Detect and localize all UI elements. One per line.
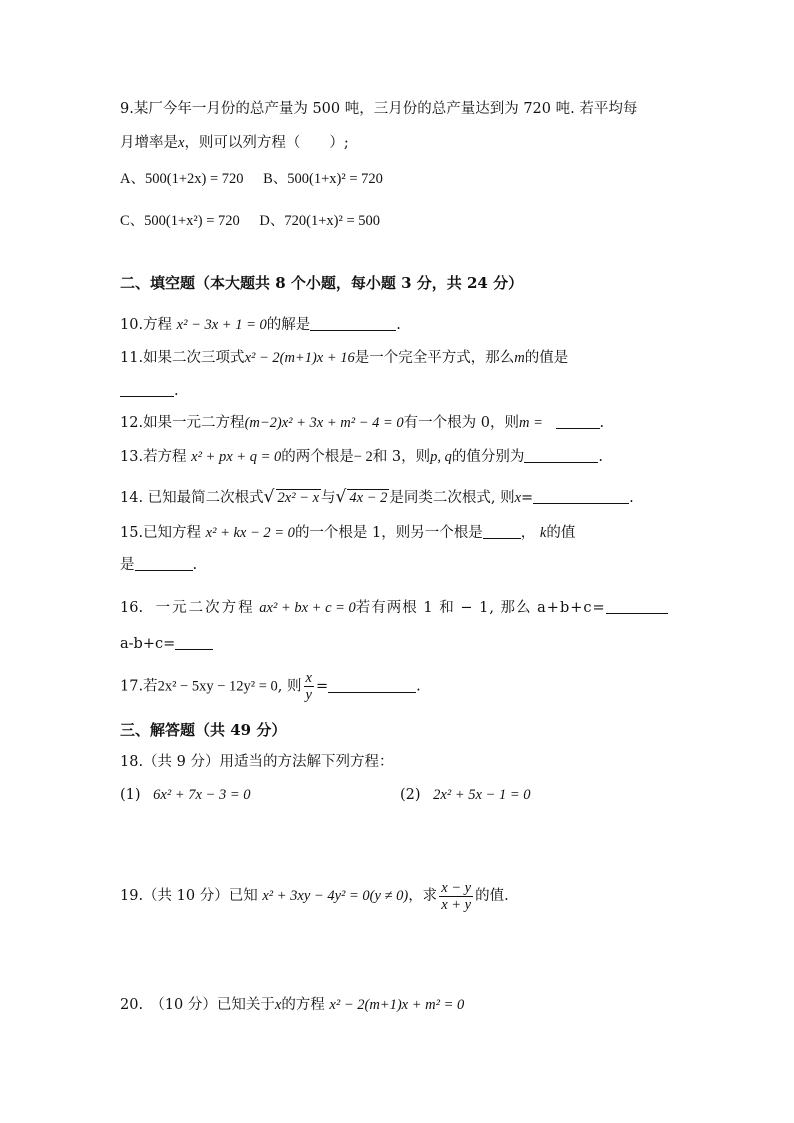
q16-pre: 一元二次方程 (155, 600, 255, 616)
q17-frac-den: y (305, 687, 312, 703)
q17-num: 17. (120, 678, 144, 695)
q11-pre: 如果二次三项式 (143, 350, 245, 366)
q9-text-c: ，则可以列方程（ ）; (184, 135, 349, 151)
q13-expr: x² + px + q = 0 (191, 449, 282, 465)
q15-answer-blank-1[interactable] (483, 524, 521, 539)
q15-expr: x² + kx − 2 = 0 (205, 525, 295, 541)
q11-post: 的值是 (524, 350, 569, 366)
q15-post: 的值 (546, 525, 576, 541)
section3-title: 三、解答题（共 49 分） (120, 721, 287, 739)
q12-expr: (m−2)x² + 3x + m² − 4 = 0 (244, 415, 404, 431)
q18-text: 18.（共 9 分）用适当的方法解下列方程： (120, 754, 394, 770)
q19 (120, 878, 509, 914)
q13-end: . (598, 449, 604, 465)
q16 (120, 598, 668, 618)
q12-answer-blank[interactable] (556, 414, 600, 429)
q20-expr: x² − 2(m+1)x + m² = 0 (329, 997, 465, 1013)
q11-expr: x² − 2(m+1)x + 16 (244, 350, 355, 366)
q9-option-b-label: B、 (263, 171, 288, 187)
q19-pre: 19.（共 10 分）已知 (120, 888, 258, 904)
q10-num: 10. (120, 317, 144, 333)
q13-num: 13. (120, 449, 144, 465)
q11-num: 11. (120, 350, 144, 366)
q10-post: 的解是 (266, 317, 311, 333)
q18-part1 (120, 785, 250, 805)
q16-expr: ax² + bx + c = 0 (259, 600, 356, 616)
q14-radicand-2: 4x − 2 (349, 490, 388, 506)
q13-and: 和 3，则 (372, 449, 431, 465)
q14-radicand-1: 2x² − x (277, 490, 320, 506)
q13 (120, 447, 603, 467)
q9-option-a: 500(1+2x) = 720 (144, 171, 244, 187)
q9-options-cd (120, 211, 380, 231)
q14-end: . (629, 490, 634, 506)
q15-line2 (120, 555, 197, 575)
q17-fraction (304, 670, 314, 703)
q14-pre: 已知最简二次根式 (147, 490, 264, 506)
q9-line1 (120, 99, 637, 119)
q16-num: 16. (120, 600, 144, 616)
section2-title: 二、填空题（本大题共 8 个小题，每小题 3 分，共 24 分） (120, 274, 524, 292)
q16-answer-blank-2[interactable] (175, 635, 213, 650)
q10-expr: x² − 3x + 1 = 0 (176, 317, 267, 333)
q17-expr: 2x² − 5xy − 12y² = 0 (157, 678, 278, 695)
q12-var: m = (519, 415, 543, 431)
q18-part2-expr: 2x² + 5x − 1 = 0 (433, 787, 531, 803)
q15-sep: ， (520, 525, 536, 541)
q9-options-ab (120, 169, 383, 189)
q10 (120, 315, 401, 335)
q19-fraction (439, 880, 473, 913)
q11-answer-blank[interactable] (120, 382, 174, 397)
q12-pre: 如果一元二方程 (143, 415, 245, 431)
q15-num: 15. (120, 525, 144, 541)
q19-post: 的值. (475, 888, 509, 904)
q18-part2-label: (2) (400, 787, 421, 803)
q13-pre: 若方程 (143, 449, 187, 465)
q9-option-a-label: A、 (120, 171, 145, 187)
q9-option-d: 720(1+x)² = 500 (284, 213, 380, 229)
q16-mid: 若有两根 1 和 − 1, 那么 a+b+c= (355, 600, 606, 616)
q9-line2 (120, 133, 349, 153)
q19-frac-den: x + y (441, 896, 472, 913)
q14-num: 14. (120, 490, 144, 506)
q20-mid: 的方程 (281, 997, 325, 1013)
q19-mid: ，求 (408, 888, 438, 904)
q14-mid: 是同类二次根式, 则 (389, 490, 515, 506)
q10-end: . (396, 317, 401, 333)
q18-part1-expr: 6x² + 7x − 3 = 0 (153, 787, 251, 803)
q9-option-c: 500(1+x²) = 720 (144, 213, 240, 229)
q13-vars: p, q (430, 449, 452, 465)
q9-text-b: 月增率是 (120, 135, 178, 151)
q11-var: m (514, 350, 525, 366)
q20 (120, 995, 464, 1015)
q17-frac-num: x (305, 670, 312, 686)
q15-pre: 已知方程 (143, 525, 202, 541)
q17 (120, 670, 421, 703)
q17-end: . (416, 678, 421, 695)
q17-answer-blank[interactable] (328, 678, 416, 693)
q20-pre: 20. （10 分）已知关于 (120, 997, 275, 1013)
q12 (120, 413, 604, 433)
q16-answer-blank-1[interactable] (606, 599, 668, 614)
q16-line2 (120, 634, 213, 654)
q9-option-c-label: C、 (120, 213, 145, 229)
sqrt-icon: √ (335, 487, 347, 507)
q13-root1: − 2 (353, 449, 373, 465)
q14-var: x (514, 490, 522, 506)
q15 (120, 523, 575, 543)
q14-answer-blank[interactable] (533, 489, 629, 504)
q18-part2 (400, 785, 530, 805)
q19-frac-num: x − y (441, 879, 472, 896)
q15-line2-text: 是 (120, 557, 135, 573)
q15-answer-blank-2[interactable] (135, 556, 193, 571)
q15-end: . (192, 557, 198, 573)
q13-post: 的值分别为 (451, 449, 525, 465)
q11 (120, 348, 568, 368)
q14-eq: = (521, 490, 534, 506)
sqrt-icon: √ (263, 487, 275, 507)
q13-mid: 的两个根是 (281, 449, 354, 465)
q11-mid: 是一个完全平方式，那么 (354, 350, 515, 366)
q11-line2 (120, 381, 179, 401)
q15-mid: 的一个根是 1，则另一个根是 (294, 525, 483, 541)
q15-var: k (539, 525, 547, 541)
q17-pre: 若 (143, 678, 158, 695)
q19-expr: x² + 3xy − 4y² = 0(y ≠ 0) (262, 888, 409, 904)
q17-mid: , 则 (277, 678, 302, 695)
q9-option-d-label: D、 (259, 213, 285, 229)
q12-end: . (599, 415, 605, 431)
q10-pre: 方程 (143, 317, 173, 333)
q9-var: x (178, 135, 185, 151)
q20-var: x (274, 997, 282, 1013)
q9-text: 9.某厂今年一月份的总产量为 500 吨，三月份的总产量达到为 720 吨. 若平均每 (120, 101, 638, 117)
q11-end: . (174, 383, 179, 399)
q16-line2-text: a-b+c= (120, 636, 176, 652)
q13-answer-blank[interactable] (524, 448, 598, 463)
q12-num: 12. (120, 415, 144, 431)
q9-option-b: 500(1+x)² = 720 (287, 171, 383, 187)
q12-mid: 有一个根为 0，则 (403, 415, 519, 431)
q18-part1-label: (1) (120, 787, 141, 803)
q14-with: 与 (321, 490, 336, 506)
q17-eq: = (315, 678, 329, 695)
q10-answer-blank[interactable] (310, 316, 396, 331)
q14 (120, 487, 634, 508)
